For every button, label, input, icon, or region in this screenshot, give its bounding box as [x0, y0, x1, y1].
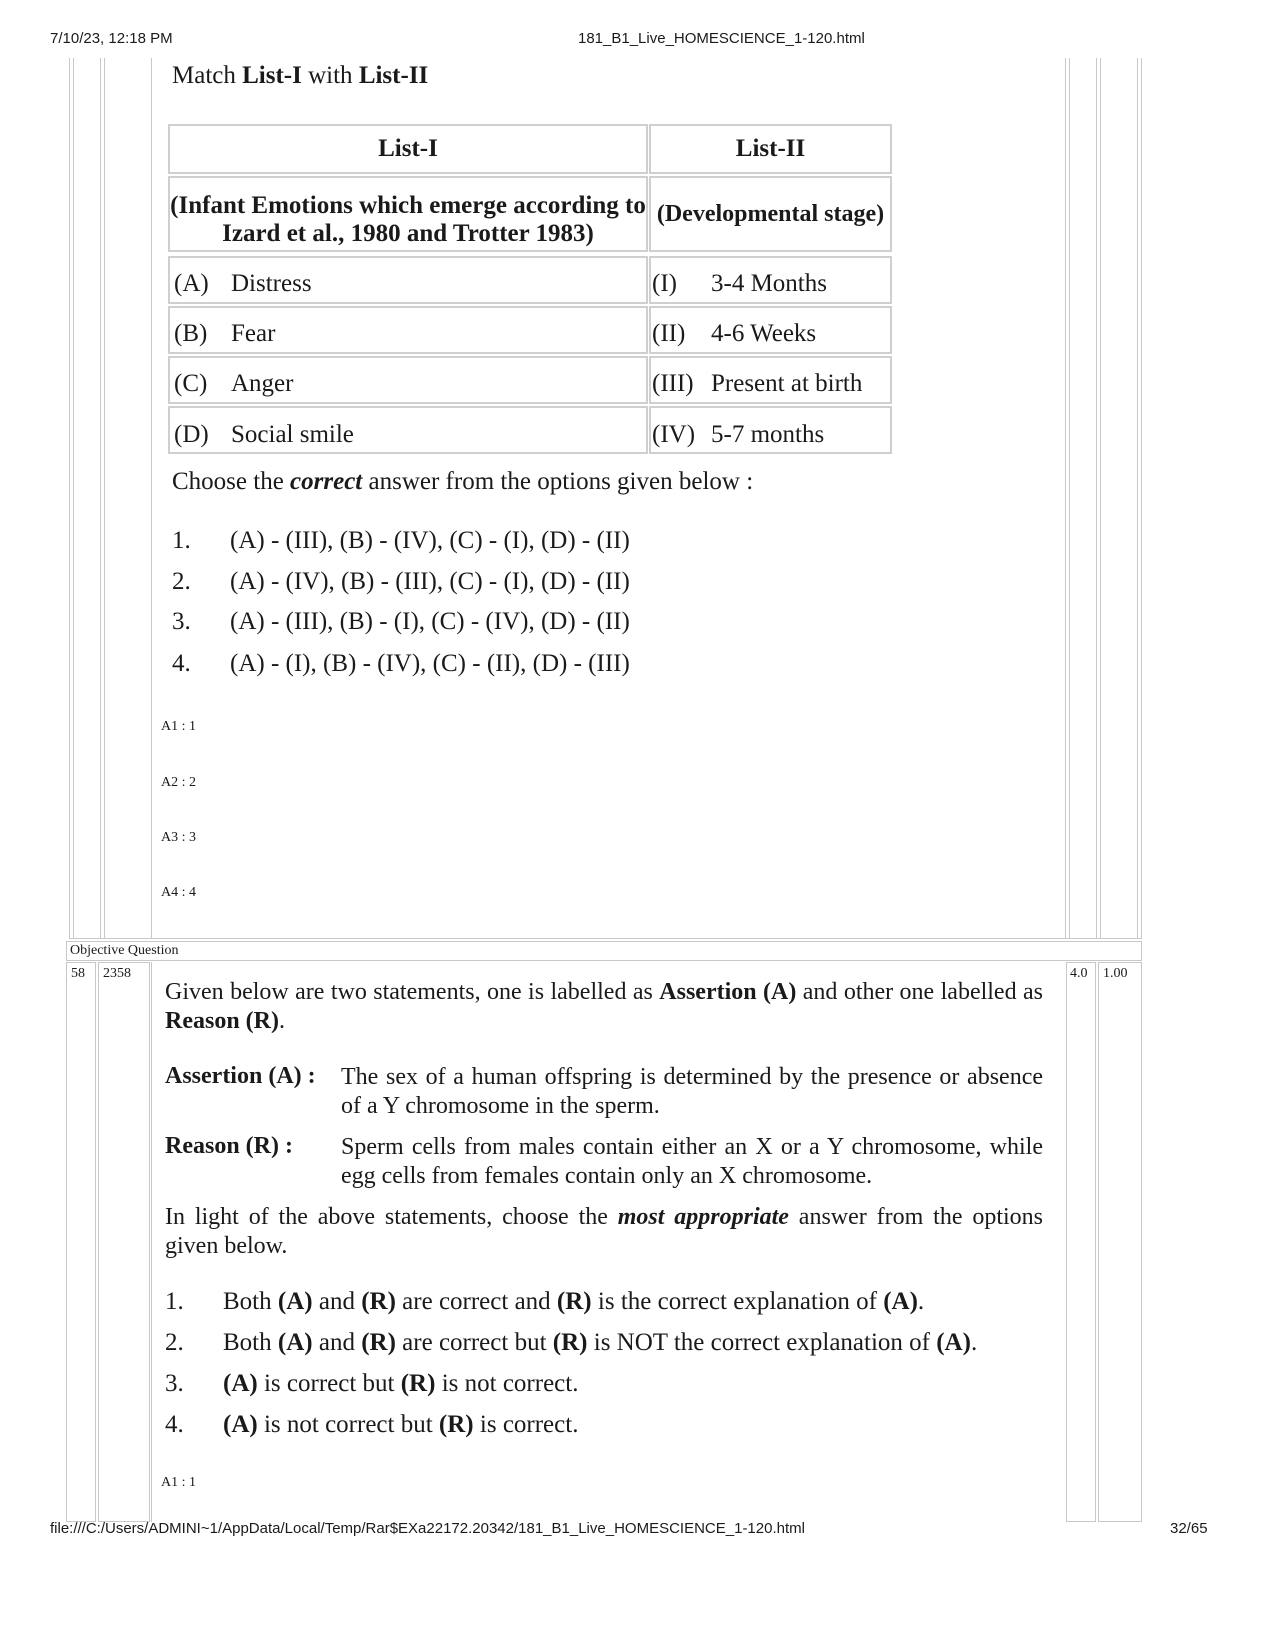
answer-option: A3 : 3	[161, 830, 196, 845]
answer-option: A1 : 1	[161, 1475, 196, 1490]
option-number: 3.	[165, 1370, 184, 1397]
option-text: (A) is correct but (R) is not correct.	[223, 1370, 579, 1397]
table-row: (IV) 5-7 months	[649, 406, 892, 454]
print-page-number: 32/65	[1170, 1520, 1208, 1537]
list1-header: List-I	[378, 135, 438, 162]
question-number-cell: 58	[66, 962, 96, 1522]
light-instruction: In light of the above statements, choose the most appropriate answer from the options given below.	[165, 1204, 1043, 1259]
print-file-path: file:///C:/Users/ADMINI~1/AppData/Local/Temp/Rar$EXa22172.20342/181_B1_Live_HOMESCIENCE_1-120.html	[50, 1520, 805, 1537]
option-text: (A) - (III), (B) - (I), (C) - (IV), (D) - (II)	[230, 608, 630, 635]
table-row: (B) Fear	[168, 306, 648, 354]
option-text: Both (A) and (R) are correct and (R) is the correct explanation of (A).	[223, 1288, 925, 1315]
marks-cell: 4.0	[1066, 962, 1096, 1522]
table-border	[1100, 58, 1101, 938]
option-number: 4.	[172, 650, 191, 677]
assertion-label: Assertion (A) :	[165, 1063, 316, 1089]
list1-subheader: (Infant Emotions which emerge according to Izard et al., 1980 and Trotter 1983)	[170, 192, 646, 247]
table-border	[100, 58, 101, 938]
table-row: (I) 3-4 Months	[649, 256, 892, 304]
option-text: Both (A) and (R) are correct but (R) is NOT the correct explanation of (A).	[223, 1329, 978, 1356]
table-border	[69, 938, 1142, 939]
table-border	[1069, 58, 1070, 938]
option-number: 2.	[165, 1329, 184, 1356]
option-number: 4.	[165, 1411, 184, 1438]
answer-option: A4 : 4	[161, 885, 196, 900]
question-type-bar	[66, 941, 1142, 961]
table-border	[151, 962, 152, 1522]
answer-option: A2 : 2	[161, 775, 196, 790]
print-doc-title: 181_B1_Live_HOMESCIENCE_1-120.html	[578, 30, 865, 47]
reason-label: Reason (R) :	[165, 1133, 293, 1159]
table-row: (A) Distress	[168, 256, 648, 304]
list2-header: List-II	[735, 135, 806, 162]
option-text: (A) - (III), (B) - (IV), (C) - (I), (D) - (II)	[230, 527, 630, 554]
table-row: (D) Social smile	[168, 406, 648, 454]
print-datetime: 7/10/23, 12:18 PM	[50, 30, 173, 47]
option-number: 3.	[172, 608, 191, 635]
table-row: (III) Present at birth	[649, 356, 892, 404]
answer-option: A1 : 1	[161, 719, 196, 734]
assertion-text: The sex of a human offspring is determined by the presence or absence of a Y chromosome in the sperm.	[341, 1064, 1043, 1119]
table-border	[1137, 58, 1138, 938]
option-number: 1.	[172, 527, 191, 554]
negative-marks-cell: 1.00	[1098, 962, 1142, 1522]
list2-subheader: (Developmental stage)	[656, 201, 885, 227]
table-border	[69, 58, 70, 938]
option-text: (A) - (IV), (B) - (III), (C) - (I), (D) - (II)	[230, 568, 630, 595]
table-border	[104, 58, 105, 938]
question-type-label: Objective Question	[70, 943, 179, 958]
table-border	[73, 58, 74, 938]
table-row: (C) Anger	[168, 356, 648, 404]
table-row: (II) 4-6 Weeks	[649, 306, 892, 354]
table-border	[1096, 58, 1097, 938]
option-text: (A) is not correct but (R) is correct.	[223, 1411, 579, 1438]
choose-instruction: Choose the correct answer from the options given below :	[172, 468, 754, 495]
table-border	[1141, 58, 1142, 938]
assertion-intro: Given below are two statements, one is labelled as Assertion (A) and other one labelled as Reason (R).	[165, 979, 1043, 1034]
table-border	[151, 58, 152, 938]
option-number: 2.	[172, 568, 191, 595]
option-number: 1.	[165, 1288, 184, 1315]
table-border	[1065, 58, 1066, 938]
question-id-cell: 2358	[98, 962, 150, 1522]
match-instruction: Match List-I with List-II	[172, 62, 429, 89]
reason-text: Sperm cells from males contain either an X or a Y chromosome, while egg cells from females contain only an X chromosome.	[341, 1134, 1043, 1189]
option-text: (A) - (I), (B) - (IV), (C) - (II), (D) - (III)	[230, 650, 630, 677]
